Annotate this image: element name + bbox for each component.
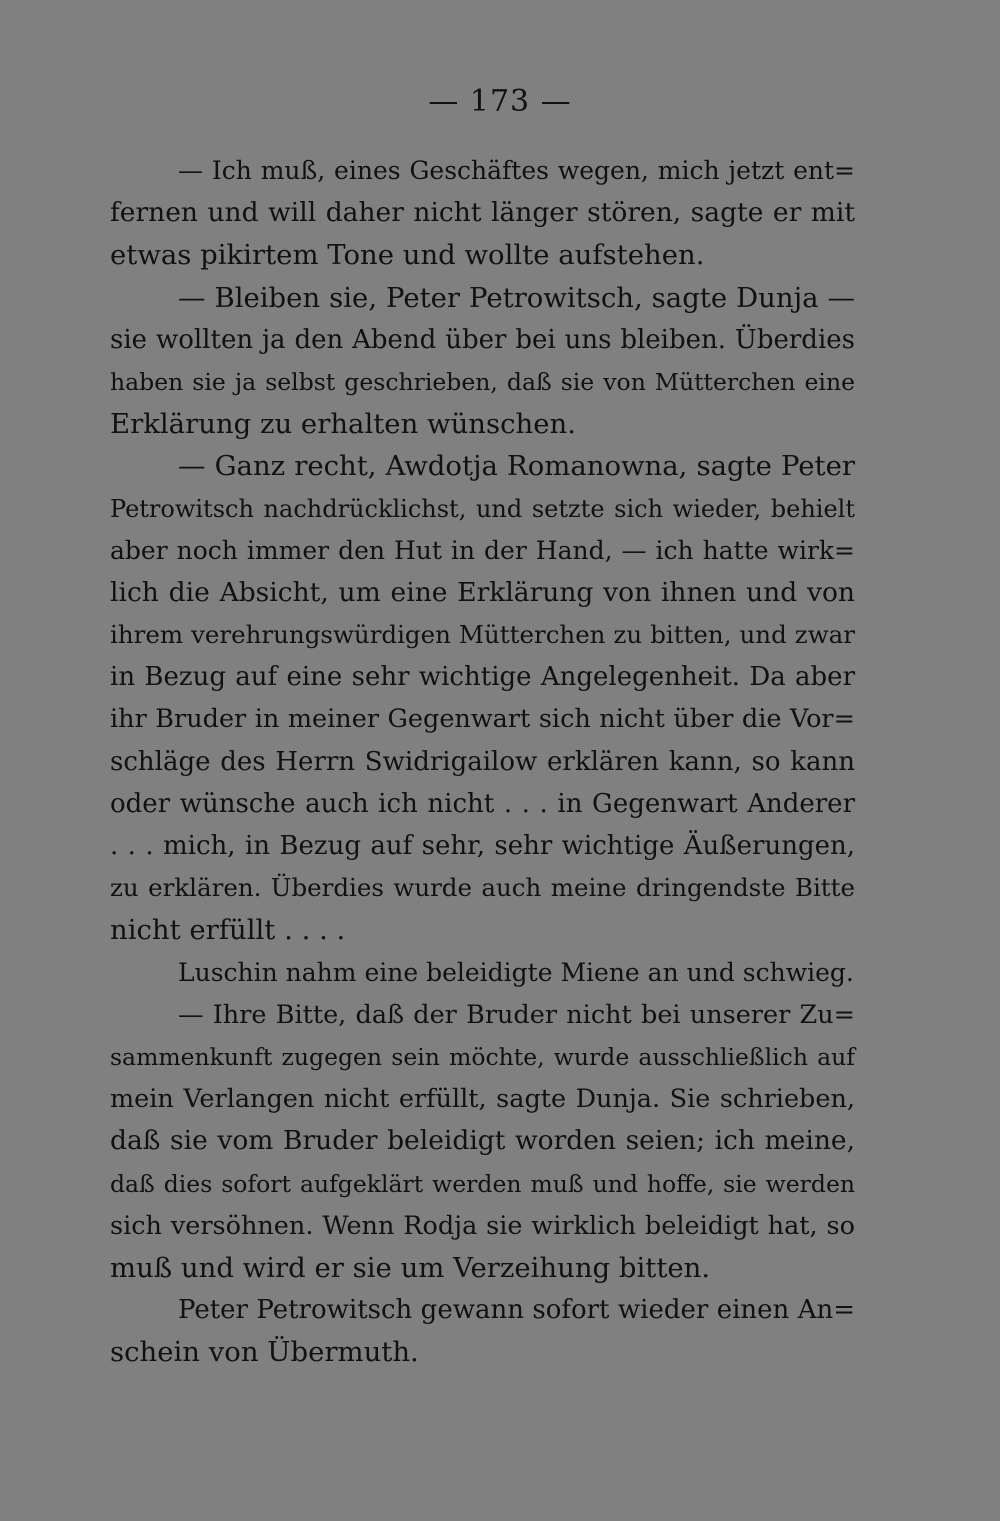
page-number: — 173 —: [428, 84, 572, 119]
text-line: — Ganz recht, Awdotja Romanowna, sagte Peter: [178, 450, 855, 483]
text-line: — Ich muß, eines Geschäftes wegen, mich jetzt ent=: [178, 156, 855, 185]
text-line: zu erklären. Überdies wurde auch meine dringendste Bitte: [110, 873, 855, 903]
text-line: daß sie vom Bruder beleidigt worden seien; ich meine,: [110, 1125, 855, 1157]
text-line: nicht erfüllt . . . .: [110, 914, 346, 947]
text-line: ihrem verehrungswürdigen Mütterchen zu bitten, und zwar: [110, 620, 855, 650]
text-line: schein von Übermuth.: [110, 1336, 419, 1369]
text-line: etwas pikirtem Tone und wollte aufstehen.: [110, 239, 705, 272]
text-line: schläge des Herrn Swidrigailow erklären kann, so kann: [110, 746, 855, 777]
text-line: — Bleiben sie, Peter Petrowitsch, sagte Dunja —: [178, 281, 855, 314]
text-line: — Ihre Bitte, daß der Bruder nicht bei unserer Zu=: [178, 999, 855, 1030]
text-line: oder wünsche auch ich nicht . . . in Gegenwart Anderer: [110, 788, 855, 819]
text-line: . . . mich, in Bezug auf sehr, sehr wichtige Äußerungen,: [110, 831, 855, 861]
text-line: fernen und will daher nicht länger stören, sagte er mit: [110, 197, 855, 229]
text-line: Petrowitsch nachdrücklichst, und setzte sich wieder, behielt: [110, 494, 855, 523]
text-line: in Bezug auf eine sehr wichtige Angelegenheit. Da aber: [110, 662, 855, 693]
text-line: muß und wird er sie um Verzeihung bitten.: [110, 1251, 711, 1284]
text-line: sammenkunft zugegen sein möchte, wurde ausschließlich auf: [110, 1042, 855, 1071]
text-line: Erklärung zu erhalten wünschen.: [110, 408, 576, 441]
text-line: mein Verlangen nicht erfüllt, sagte Dunja. Sie schrieben,: [110, 1084, 855, 1115]
text-line: Luschin nahm eine beleidigte Miene an und schwieg.: [178, 957, 854, 987]
text-line: sich versöhnen. Wenn Rodja sie wirklich beleidigt hat, so: [110, 1210, 855, 1241]
body-text: [110, 150, 855, 1373]
text-line: daß dies sofort aufgeklärt werden muß und hoffe, sie werden: [110, 1169, 855, 1198]
text-line: sie wollten ja den Abend über bei uns bleiben. Überdies: [110, 324, 855, 355]
text-line: lich die Absicht, um eine Erklärung von ihnen und von: [110, 576, 855, 608]
text-line: haben sie ja selbst geschrieben, daß sie von Mütterchen eine: [110, 367, 855, 396]
text-line: Peter Petrowitsch gewann sofort wieder einen An=: [178, 1295, 855, 1326]
text-line: ihr Bruder in meiner Gegenwart sich nicht über die Vor=: [110, 704, 855, 735]
text-line: aber noch immer den Hut in der Hand, — ich hatte wirk=: [110, 535, 855, 565]
